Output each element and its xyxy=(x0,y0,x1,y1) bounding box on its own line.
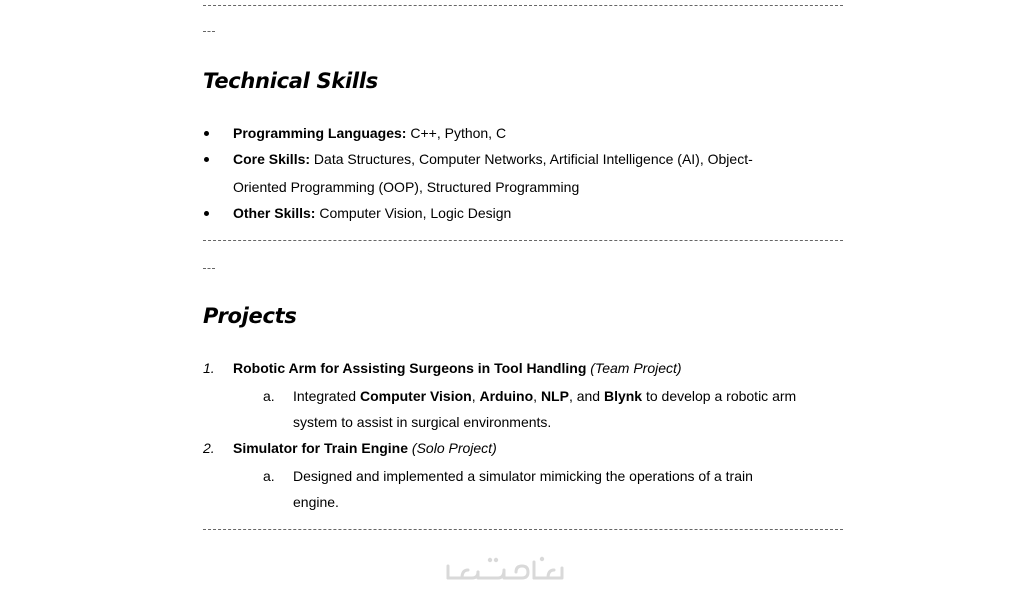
project-description-line xyxy=(293,387,796,405)
tech-highlight: Blynk xyxy=(603,388,643,404)
tech-highlight: Arduino xyxy=(479,388,534,404)
bullet-icon xyxy=(204,157,209,162)
skill-item-programming-languages xyxy=(233,124,506,142)
text-span: , and xyxy=(568,388,601,404)
section-divider xyxy=(203,5,843,6)
skill-label: Programming Languages: xyxy=(233,125,407,141)
project-title-train-simulator xyxy=(233,439,497,457)
skill-value: C++, Python, C xyxy=(410,125,507,141)
text-span: to develop a robotic arm xyxy=(645,388,797,404)
tech-highlight: NLP xyxy=(540,388,569,404)
text-span: , xyxy=(533,388,538,404)
resume-page xyxy=(203,0,843,591)
project-name: Simulator for Train Engine xyxy=(233,440,409,456)
project-number: 1. xyxy=(203,360,215,376)
projects-heading: Projects xyxy=(203,304,297,328)
skill-item-other-skills xyxy=(233,204,511,222)
text-span: , xyxy=(471,388,476,404)
skill-value: Data Structures, Computer Networks, Artificial Intelligence (AI), Object- xyxy=(313,151,753,167)
bullet-icon xyxy=(204,211,209,216)
section-divider xyxy=(203,529,843,530)
technical-skills-heading: Technical Skills xyxy=(203,69,378,93)
project-description-line: system to assist in surgical environments. xyxy=(293,414,552,430)
tech-highlight: Computer Vision xyxy=(359,388,472,404)
project-name: Robotic Arm for Assisting Surgeons in Tool Handling xyxy=(233,360,587,376)
skill-value: Computer Vision, Logic Design xyxy=(319,205,512,221)
section-divider-tail xyxy=(203,268,215,269)
skill-label: Other Skills: xyxy=(233,205,316,221)
watermark-logo-icon xyxy=(442,548,570,588)
section-divider-tail xyxy=(203,31,215,32)
project-description-line: engine. xyxy=(293,494,339,510)
project-type: (Solo Project) xyxy=(411,440,497,456)
sub-item-letter: a. xyxy=(263,468,275,484)
bullet-icon xyxy=(204,131,209,136)
skill-value: Oriented Programming (OOP), Structured Programming xyxy=(233,179,580,195)
section-divider xyxy=(203,240,843,241)
project-type: (Team Project) xyxy=(590,360,682,376)
project-number: 2. xyxy=(203,440,215,456)
project-description-line: Designed and implemented a simulator mimicking the operations of a train xyxy=(293,468,753,484)
skill-label: Core Skills: xyxy=(233,151,311,167)
sub-item-letter: a. xyxy=(263,388,275,404)
skill-item-core-skills xyxy=(233,150,753,168)
text-span: Integrated xyxy=(293,388,357,404)
skill-item-core-skills-continued xyxy=(233,178,579,196)
project-title-robotic-arm xyxy=(233,359,682,377)
